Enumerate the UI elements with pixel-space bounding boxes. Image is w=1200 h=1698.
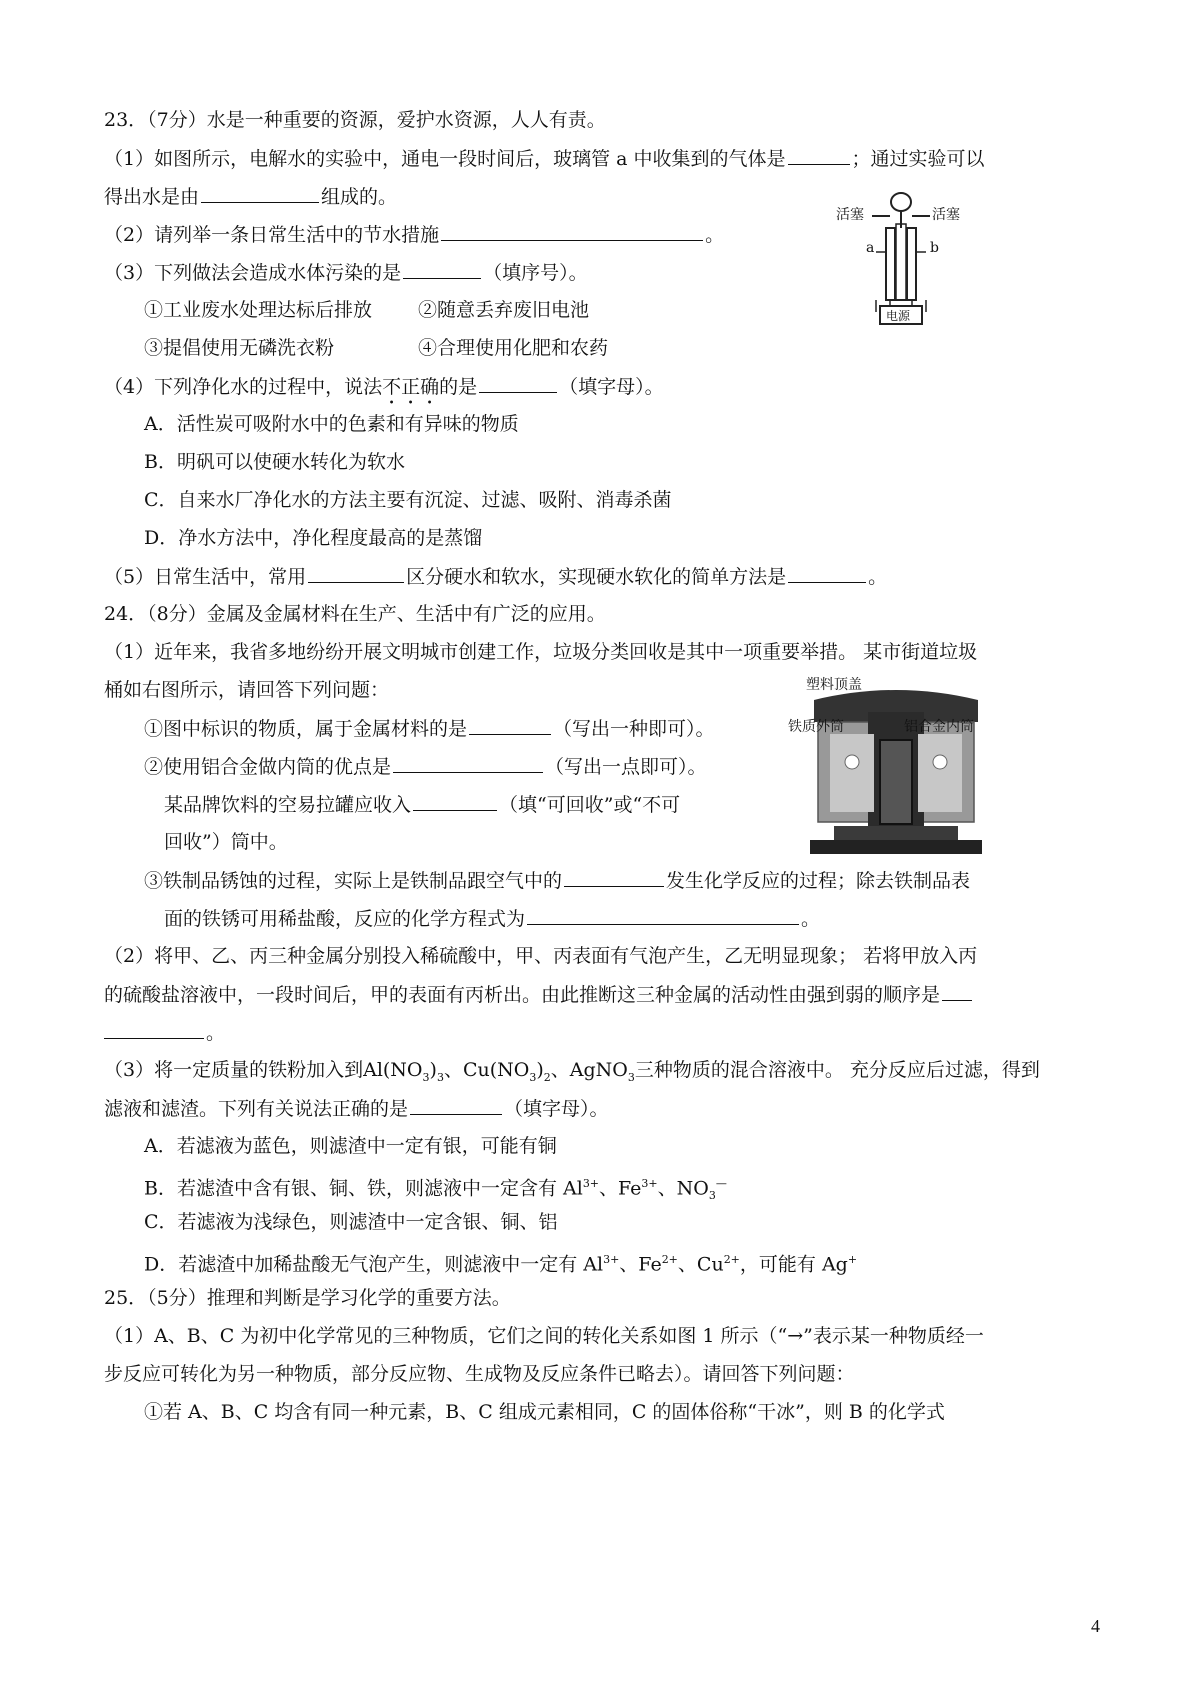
q23-title: 23．（7分）水是一种重要的资源，爱护水资源，人人有责。 [104,109,606,131]
answer-blank[interactable] [308,564,404,583]
top-cover-label: 塑料顶盖 [806,677,862,693]
power-supply-label: 电源 [886,309,911,323]
q24-option-d: D．若滤渣中加稀盐酸无气泡产生，则滤液中一定有 $Al^{3+}$、$Fe^{2+}$、$Cu^{2+}$，可能有 Ag+ [144,1253,858,1276]
answer-blank[interactable] [104,1020,204,1039]
inner-can-label: 铝合金内筒 [904,719,974,735]
q25-title: 25．（5分）推理和判断是学习化学的重要方法。 [104,1287,511,1309]
q24-part3-line1: （3）将一定质量的铁粉加入到$Al(NO_3)_3$、$Cu(NO_3)_2$、AgNO$_3$三种物质的混合溶液中。 充分反应后过滤，得到 [104,1059,1040,1084]
answer-blank[interactable] [410,1096,502,1115]
q23-part2: （2）请列举一条日常生活中的节水措施 。 [104,224,725,246]
answer-blank[interactable] [393,754,543,773]
q23-option-1: ①工业废水处理达标后排放 [144,299,373,321]
q23-part1-line2: 得出水是由 组成的。 [104,186,398,208]
q24-part2-line3: 。 [104,1020,225,1045]
q23-option-4: ④合理使用化肥和农药 [418,337,609,359]
answer-blank[interactable] [788,564,866,583]
left-valve-label: 活塞 [836,207,864,223]
q24-option-b: B．若滤渣中含有银、铜、铁，则滤液中一定含有 $Al^{3+}$、$Fe^{3+}$、$NO_3^—$ [144,1177,727,1203]
q23-option-d: D．净水方法中，净化程度最高的是蒸馏 [144,527,483,549]
trash-can-figure [790,676,1002,858]
q23-option-2: ②随意丢弃废旧电池 [418,299,590,321]
answer-blank[interactable] [201,184,319,203]
q23-part4: （4）下列净化水的过程中，说法不正确的是 （填字母）。 [104,376,664,398]
q24-option-c: C．若滤液为浅绿色，则滤渣中一定含银、铜、铝 [144,1211,558,1233]
q24-part1-line2: 桶如右图所示，请回答下列问题： [104,679,390,701]
q23-option-b: B．明矾可以使硬水转化为软水 [144,451,405,473]
q24-sub2: ②使用铝合金做内筒的优点是 （写出一点即可）。 [144,756,707,778]
q24-option-a: A．若滤液为蓝色，则滤渣中一定有银，可能有铜 [144,1135,557,1157]
trash-can-drawing [790,676,1002,858]
answer-blank[interactable] [413,792,497,811]
page-number: 4 [1091,1616,1100,1636]
q24-sub2-line3: 回收”）筒中。 [164,831,288,853]
q24-title: 24．（8分）金属及金属材料在生产、生活中有广泛的应用。 [104,603,606,625]
q25-part1-line2: 步反应可转化为另一种物质，部分反应物、生成物及反应条件已略去）。请回答下列问题： [104,1363,855,1385]
q24-part2-line1: （2）将甲、乙、丙三种金属分别投入稀硫酸中，甲、丙表面有气泡产生，乙无明显现象； 若将甲放入丙 [104,945,978,967]
answer-blank[interactable] [942,982,972,1001]
q25-sub1: ①若 A、B、C 均含有同一种元素，B、C 组成元素相同，C 的固体俗称“干冰”，则 B 的化学式 [144,1401,945,1423]
q24-part1-line1: （1）近年来，我省多地纷纷开展文明城市创建工作，垃圾分类回收是其中一项重要举措。 某市街道垃圾 [104,641,978,663]
q25-part1-line1: （1）A、B、C 为初中化学常见的三种物质，它们之间的转化关系如图 1 所示（“→”表示某一种物质经一 [104,1325,984,1347]
electrolysis-apparatus-figure [836,188,966,328]
answer-blank[interactable] [527,906,799,925]
answer-blank[interactable] [788,146,850,165]
answer-blank[interactable] [469,716,551,735]
q23-option-c: C．自来水厂净化水的方法主要有沉淀、过滤、吸附、消毒杀菌 [144,489,672,511]
q24-sub1: ①图中标识的物质，属于金属材料的是 （写出一种即可）。 [144,718,715,740]
q24-part3-line2: 滤液和滤渣。下列有关说法正确的是 （填字母）。 [104,1098,609,1120]
q23-part3: （3）下列做法会造成水体污染的是 （填序号）。 [104,262,588,284]
q24-sub3: ③铁制品锈蚀的过程，实际上是铁制品跟空气中的 发生化学反应的过程；除去铁制品表 [144,870,971,892]
tube-b-label: b [930,240,939,256]
answer-blank[interactable] [479,374,557,393]
answer-blank[interactable] [564,868,664,887]
answer-blank[interactable] [403,260,481,279]
right-valve-label: 活塞 [932,207,960,223]
q23-part5: （5）日常生活中，常用 区分硬水和软水，实现硬水软化的简单方法是 。 [104,566,888,588]
q24-sub2-line2: 某品牌饮料的空易拉罐应收入 （填“可回收”或“不可 [164,794,681,816]
q23-option-a: A．活性炭可吸附水中的色素和有异味的物质 [144,413,519,435]
q24-sub3-line2: 面的铁锈可用稀盐酸，反应的化学方程式为 。 [164,908,821,930]
outer-can-label: 铁质外筒 [788,719,844,735]
q23-part1-line1: （1）如图所示，电解水的实验中，通电一段时间后，玻璃管 a 中收集到的气体是 ；通过实验可以 [104,148,985,170]
answer-blank[interactable] [441,222,703,241]
q23-option-3: ③提倡使用无磷洗衣粉 [144,337,335,359]
q24-part2-line2: 的硫酸盐溶液中，一段时间后，甲的表面有丙析出。由此推断这三种金属的活动性由强到弱的顺序是 [104,982,974,1007]
tube-a-label: a [866,240,875,256]
emphasis-text: 不正确 [382,376,440,398]
